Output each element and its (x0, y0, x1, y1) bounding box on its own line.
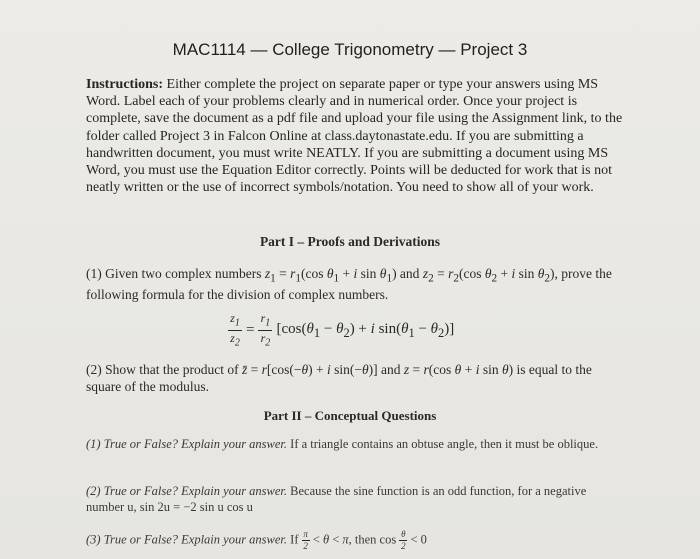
instructions-text: Either complete the project on separate paper or type your answers using MS Word. Label each of your problems clearly and in numerical order. Once your project is complete, save the document as a pdf file and upload your file using the Assignment link, to the folder called Project 3 in Falcon Online at class.daytonastate.edu. If you are submitting a handwritten document, you must write NEATLY. If you are submitting a document using MS Word, you must use the Equation Editor correctly. Points will be deducted for work that is not neatly written or the use of incorrect symbols/notation. You need to show all of your work. (86, 77, 623, 196)
instructions-label: Instructions: (86, 77, 164, 92)
part-1-heading: Part I – Proofs and Derivations (259, 234, 441, 249)
page-title: MAC1114 — College Trigonometry — Project 3 (172, 40, 528, 59)
fraction-r1-r2: $\frac{r_1}{r_2}$ (258, 312, 272, 350)
q2-conjugate: z̄ = r[cos(−θ) + i sin(−θ)] (241, 362, 378, 377)
p2-q2-prompt: (2) True or False? Explain your answer. (86, 484, 288, 498)
part-2-question-1 (86, 437, 616, 453)
p2-q3-then: then cos (354, 532, 397, 547)
p2-q3-result: < 0 (410, 532, 427, 547)
part-2-question-3 (86, 530, 616, 551)
q1-lead-text: (1) Given two complex numbers (86, 266, 262, 281)
p2-q3-inequality: < θ < π, (312, 532, 352, 547)
instructions-paragraph (86, 76, 626, 196)
division-formula: $\frac{z_1}{z_2}$ = $\frac{r_1}{r_2}$ [$\cos(\theta_1 - \theta_2) + i$ $\sin(\theta_1 - \theta_2)$] (228, 312, 454, 350)
p2-q1-prompt: (1) True or False? Explain your answer. (86, 437, 288, 451)
q2-z-definition: z = r(cos θ + i sin θ) (403, 362, 514, 377)
fraction-pi-over-2: $\frac{\pi}{2}$ (303, 529, 308, 551)
fraction-z1-z2: $\frac{z_1}{z_2}$ (228, 312, 242, 350)
fraction-theta-over-2: $\frac{\theta}{2}$ (401, 529, 406, 551)
p2-q3-if: If (290, 532, 299, 547)
part-1-question-1 (86, 266, 616, 304)
part-2-heading: Part II – Conceptual Questions (263, 408, 437, 423)
q2-lead-text: (2) Show that the product of (86, 362, 239, 377)
p2-q3-prompt: (3) True or False? Explain your answer. (86, 532, 288, 547)
q1-tail-text: , prove the following formula for the division of complex numbers. (86, 266, 612, 303)
q2-mid-text: and (381, 362, 401, 377)
part-2-question-2 (86, 484, 616, 515)
p2-q1-text: If a triangle contains an obtuse angle, then it must be oblique. (290, 437, 599, 451)
q2-tail-text: is equal to the square of the modulus. (86, 362, 592, 394)
p2-q2-text: Because the sine function is an odd function, for a negative number u, sin 2u = −2 sin u cos u (86, 484, 587, 514)
q1-complex-numbers: $z_1 = r_1(\cos$ $\theta_1 + i$ $\sin \theta_1$) and $z_2 = r_2(\cos$ $\theta_2 + i$ $\sin \theta_2$) (264, 266, 555, 285)
part-1-question-2 (86, 362, 616, 395)
